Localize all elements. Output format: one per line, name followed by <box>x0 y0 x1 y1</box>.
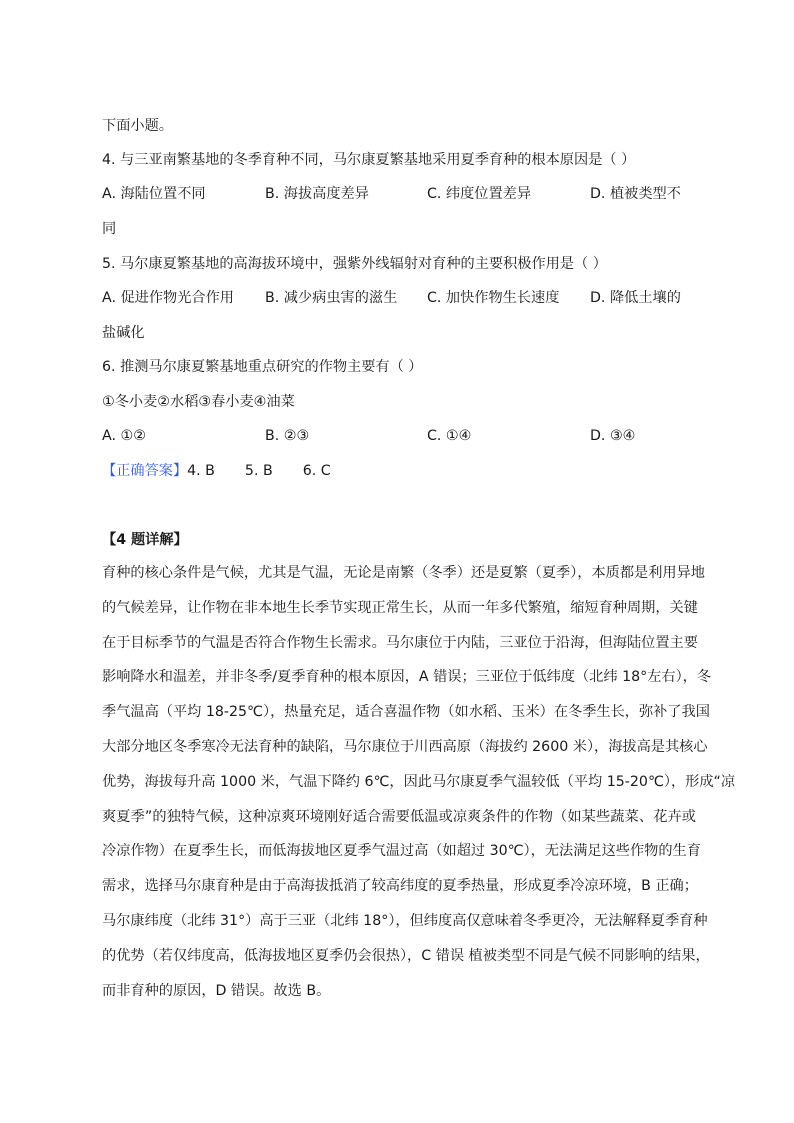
question-6-stem: 6. 推测马尔康夏繁基地重点研究的作物主要有（ ） <box>102 359 423 375</box>
detail-line: 育种的核心条件是气候，尤其是气温，无论是南繁（冬季）还是夏繁（夏季），本质都是利用异地 <box>102 565 705 581</box>
question-6-option-c: C. ①④ <box>427 428 472 444</box>
detail-line: 爽夏季”的独特气候，这种凉爽环境刚好适合需要低温或凉爽条件的作物（如某些蔬菜、花卉或 <box>102 808 696 825</box>
detail-line: 优势，海拔每升高 1000 米，气温下降约 6℃，因此马尔康夏季气温较低（平均 15-20℃），形成“凉 <box>102 773 736 790</box>
question-6-items: ①冬小麦②水稻③春小麦④油菜 <box>102 394 295 410</box>
answer-4: 4. B <box>187 463 215 479</box>
question-4-option-b: B. 海拔高度差异 <box>265 186 369 202</box>
detail-line: 马尔康纬度（北纬 31°）高于三亚（北纬 18°），但纬度高仅意味着冬季更冷，无法解释夏季育种 <box>102 912 708 929</box>
detail-line: 的优势（若仅纬度高，低海拔地区夏季仍会很热），C 错误 植被类型不同是气候不同影响的结果， <box>102 947 710 964</box>
question-4-option-a: A. 海陆位置不同 <box>102 186 206 202</box>
detail-paragraph <box>102 556 736 1008</box>
question-4-option-d-continued: 同 <box>102 221 117 237</box>
detail-heading: 【4 题详解】 <box>102 532 188 548</box>
question-5-option-d-continued: 盐碱化 <box>102 325 145 341</box>
question-5-option-a: A. 促进作物光合作用 <box>102 290 234 306</box>
detail-line: 在于目标季节的气温是否符合作物生长需求。马尔康位于内陆，三亚位于沿海，但海陆位置主要 <box>102 634 698 651</box>
question-6-option-b: B. ②③ <box>265 428 310 444</box>
question-4-stem: 4. 与三亚南繁基地的冬季育种不同，马尔康夏繁基地采用夏季育种的根本原因是（ ） <box>102 152 636 168</box>
question-5-option-b: B. 减少病虫害的滋生 <box>265 290 398 306</box>
detail-line: 大部分地区冬季寒冷无法育种的缺陷，马尔康位于川西高原（海拔约 2600 米），海拔高是其核心 <box>102 738 708 755</box>
question-4-option-c: C. 纬度位置差异 <box>427 186 532 202</box>
answer-tag: 【正确答案】 <box>102 463 188 479</box>
answer-6: 6. C <box>302 463 331 479</box>
intro-text: 下面小题。 <box>102 118 173 134</box>
detail-line: 需求，选择马尔康育种是由于高海拔抵消了较高纬度的夏季热量，形成夏季冷凉环境，B 正确； <box>102 878 698 895</box>
question-5-option-c: C. 加快作物生长速度 <box>427 290 560 306</box>
question-5-stem: 5. 马尔康夏繁基地的高海拔环境中，强紫外线辐射对育种的主要积极作用是（ ） <box>102 256 607 272</box>
answer-line <box>102 461 331 481</box>
answer-5: 5. B <box>244 463 273 479</box>
question-5-option-d: D. 降低土壤的 <box>590 290 681 306</box>
detail-line: 冷凉作物）在夏季生长，而低海拔地区夏季气温过高（如超过 30℃），无法满足这些作物的生育 <box>102 843 701 860</box>
question-6-option-d: D. ③④ <box>590 428 636 444</box>
question-4-option-d: D. 植被类型不 <box>590 186 681 202</box>
detail-line: 而非育种的原因，D 错误。故选 B。 <box>102 982 331 999</box>
detail-line: 的气候差异，让作物在非本地生长季节实现正常生长，从而一年多代繁殖，缩短育种周期，关键 <box>102 599 698 616</box>
detail-line: 影响降水和温差，并非冬季/夏季育种的根本原因，A 错误；三亚位于低纬度（北纬 18°左右），冬 <box>102 669 712 686</box>
detail-line: 季气温高（平均 18-25℃），热量充足，适合喜温作物（如水稻、玉米）在冬季生长，弥补了我国 <box>102 704 710 721</box>
question-6-option-a: A. ①② <box>102 428 146 444</box>
